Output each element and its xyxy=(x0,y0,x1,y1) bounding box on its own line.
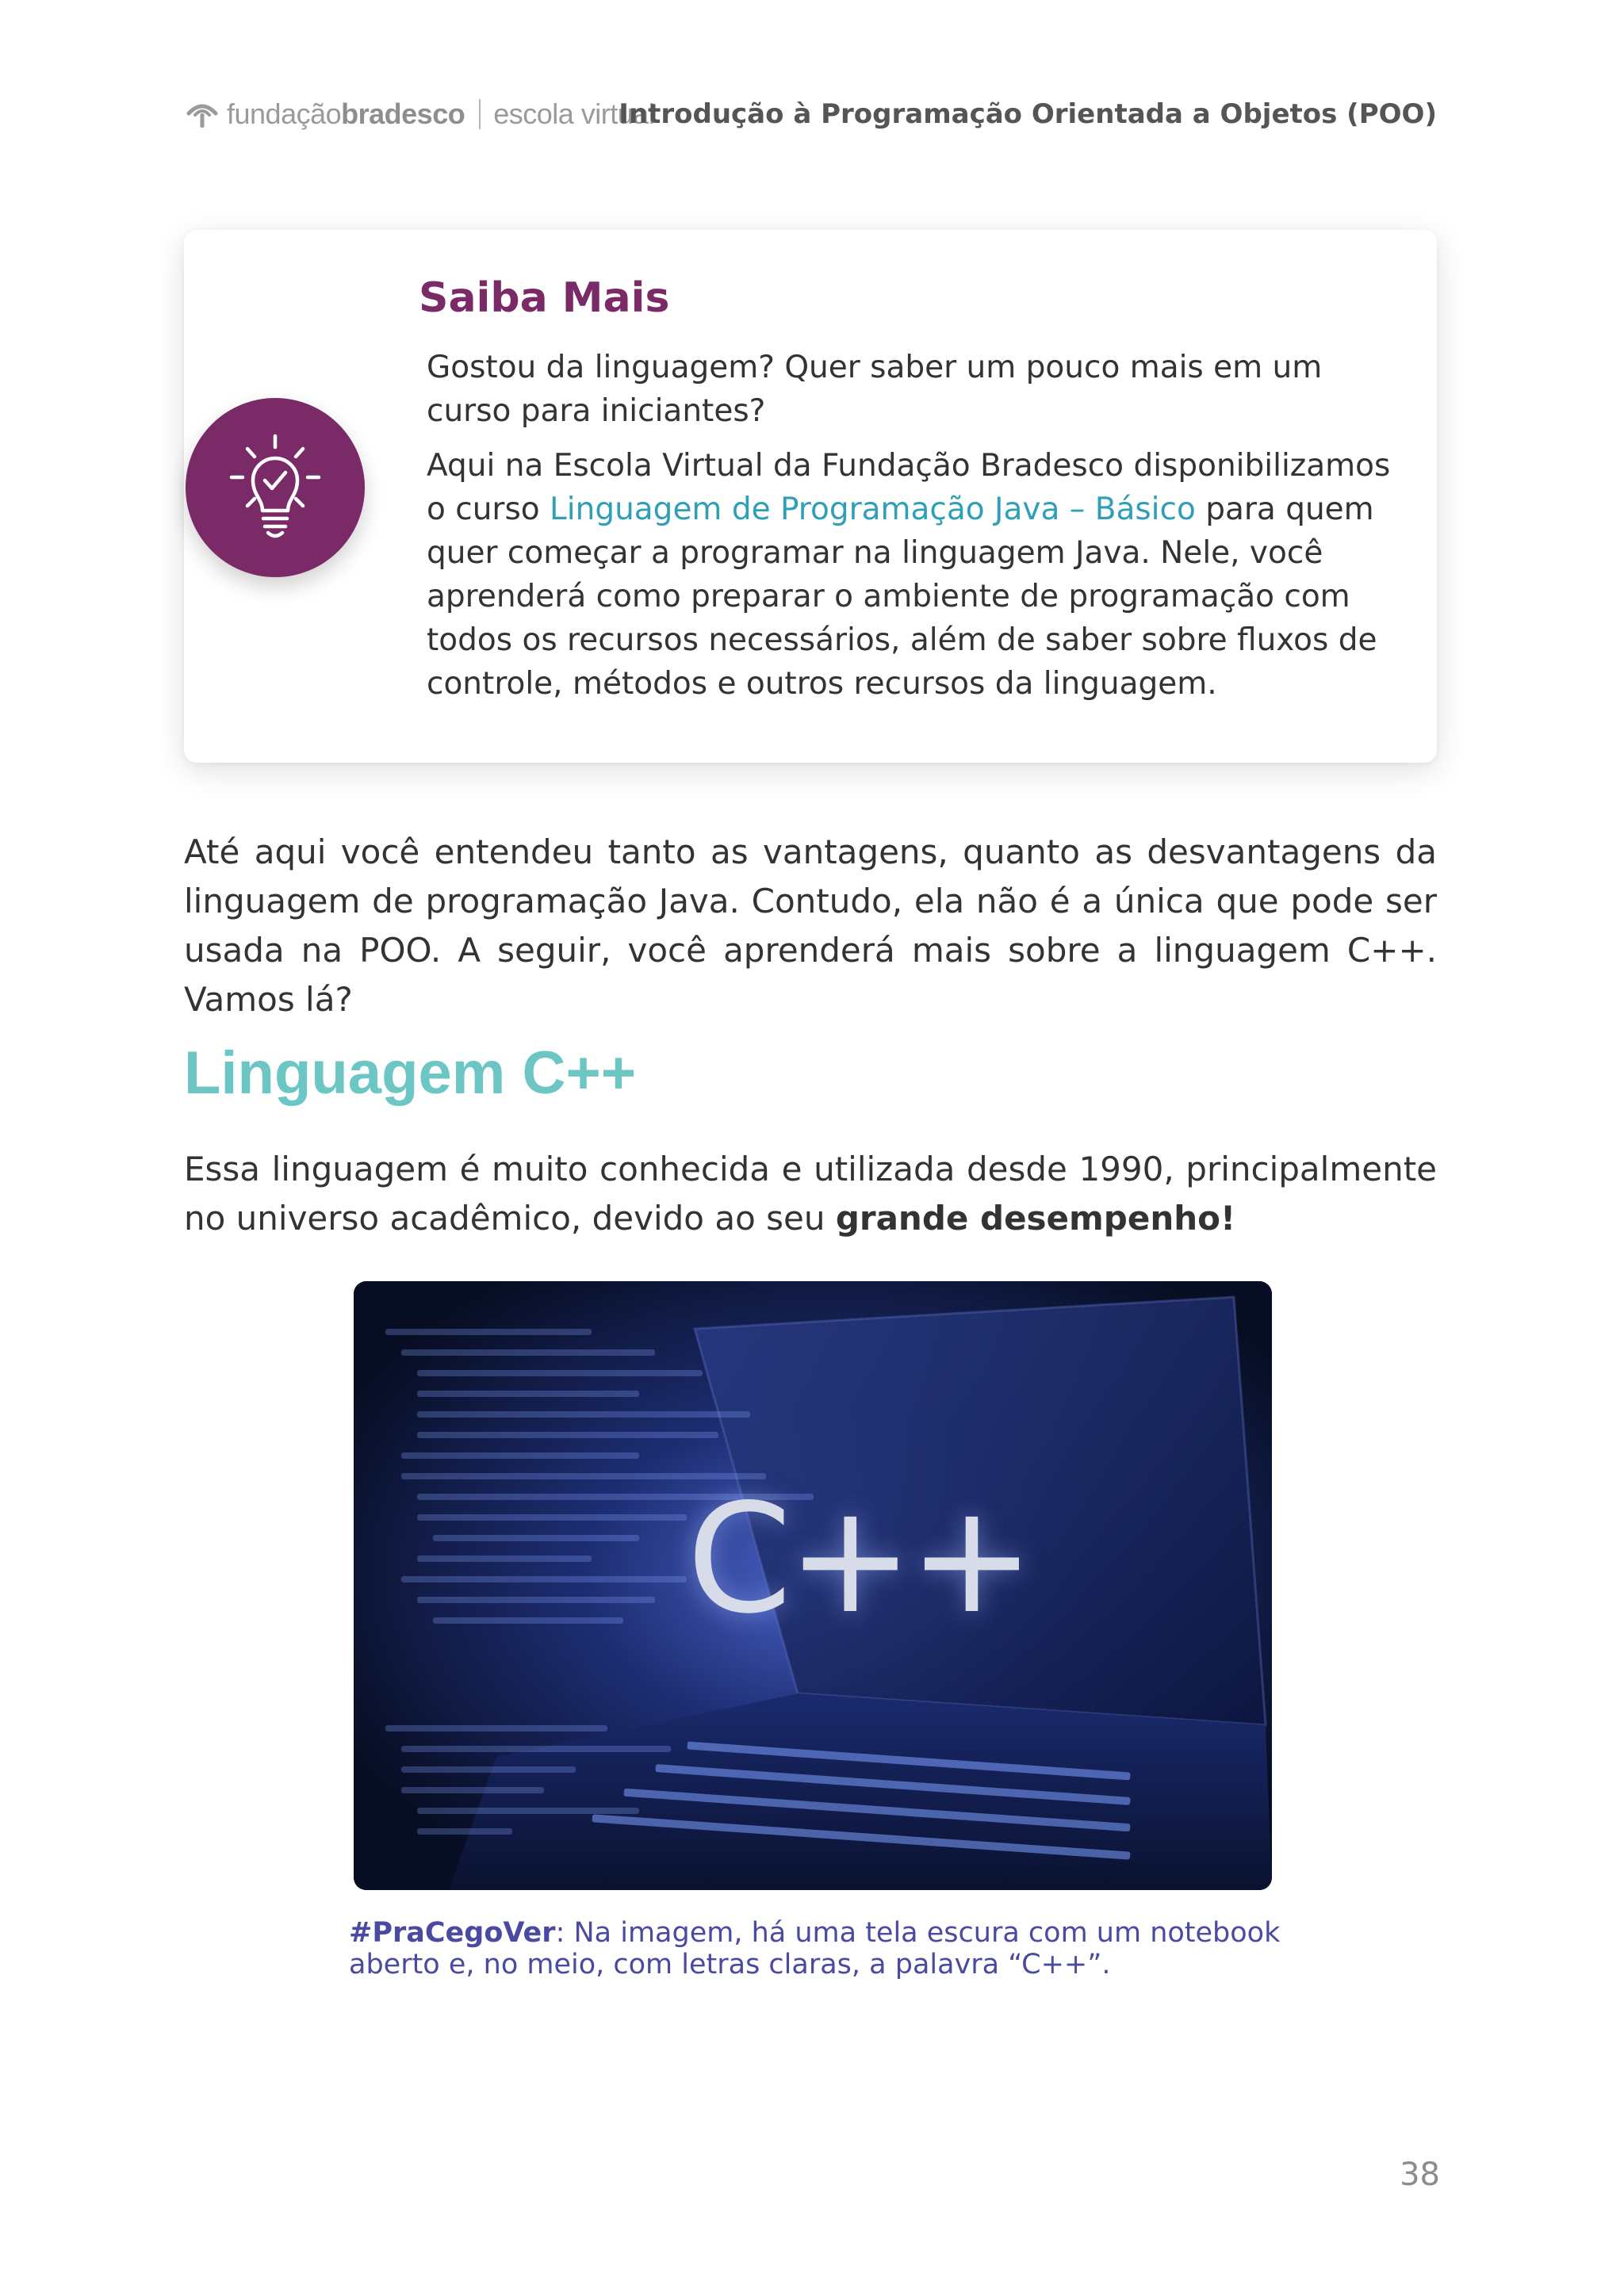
card-badge xyxy=(186,398,365,577)
cpp-overlay-text: C++ xyxy=(687,1471,1031,1647)
card-body xyxy=(427,346,1391,717)
card-paragraph-2: Aqui na Escola Virtual da Fundação Bradesco disponibilizamos o curso Linguagem de Programação Java – Básico para quem quer começar a programar na linguagem Java. Nele, você aprenderá como preparar o ambiente de programação com todos os recursos necessários, além de saber sobre fluxos de controle, métodos e outros recursos da linguagem. xyxy=(427,448,1391,702)
saiba-mais-card xyxy=(184,230,1437,763)
logo-school: escola virtual xyxy=(493,98,655,130)
document-title: Introdução à Programação Orientada a Objetos (POO) xyxy=(619,98,1437,130)
laptop-illustration xyxy=(354,1281,1272,1890)
image-caption: #PraCegoVer: Na imagem, há uma tela escura com um notebook aberto e, no meio, com letras claras, a palavra “C++”. xyxy=(349,1917,1281,1980)
lightbulb-check-icon xyxy=(224,428,327,547)
page-header xyxy=(184,86,1437,149)
course-link[interactable]: Linguagem de Programação Java – Básico xyxy=(550,492,1196,527)
bradesco-tree-icon xyxy=(184,96,220,132)
cpp-laptop-image xyxy=(354,1281,1272,1890)
page-number: 38 xyxy=(1400,2156,1440,2193)
card-paragraph-1: Gostou da linguagem? Quer saber um pouco mais em um curso para iniciantes? xyxy=(427,350,1323,429)
logo-divider xyxy=(479,99,481,129)
fundacao-bradesco-logo xyxy=(184,90,654,138)
card-title: Saiba Mais xyxy=(419,274,670,322)
section-title: Linguagem C++ xyxy=(184,1039,637,1107)
logo-brand-bold: bradesco xyxy=(341,98,465,130)
cpp-paragraph: Essa linguagem é muito conhecida e utilizada desde 1990, principalmente no universo acadêmico, devido ao seu grande desempenho! xyxy=(184,1150,1437,1238)
caption-tag: #PraCegoVer xyxy=(349,1917,556,1949)
logo-brand: fundação xyxy=(227,98,342,130)
intro-paragraph: Até aqui você entendeu tanto as vantagens, quanto as desvantagens da linguagem de programação Java. Contudo, ela não é a única que pode ser usada na POO. A seguir, você aprenderá mais sobre a linguagem C++. Vamos lá? xyxy=(184,832,1437,1019)
emphasis-text: grande desempenho! xyxy=(835,1199,1236,1238)
